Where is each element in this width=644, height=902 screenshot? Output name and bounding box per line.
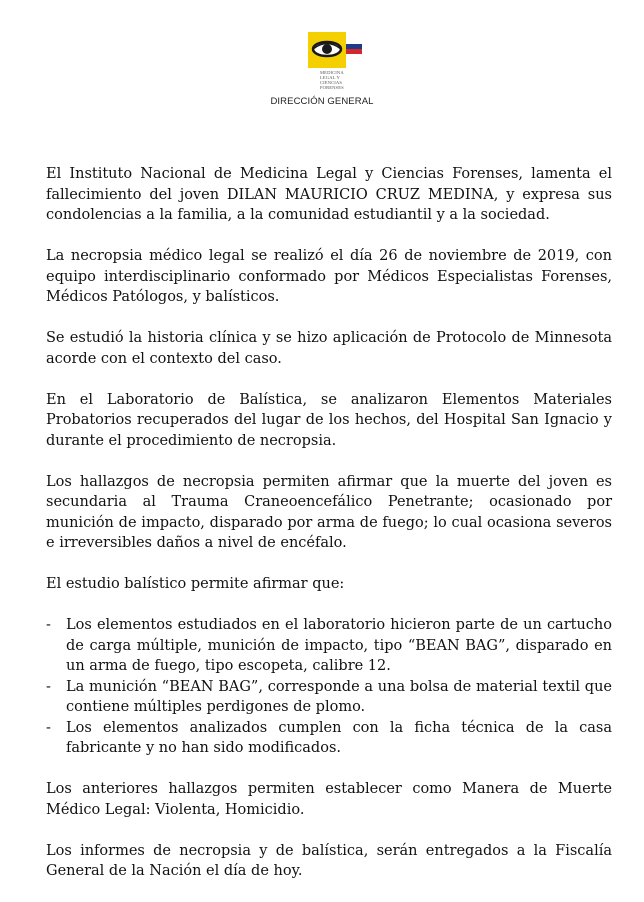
eye-emblem-icon xyxy=(306,30,364,70)
list-item xyxy=(46,718,612,759)
list-item xyxy=(46,677,612,718)
logo-text xyxy=(320,70,364,90)
list-item-text: La munición “BEAN BAG”, corresponde a una bolsa de material textil que contiene múltiples perdigones de plomo. xyxy=(66,678,612,715)
bullet-marker: - xyxy=(46,719,51,736)
paragraph-manner-of-death: Los anteriores hallazgos permiten establecer como Manera de Muerte Médico Legal: Violenta, Homicidio. xyxy=(46,781,612,818)
institution-logo xyxy=(306,30,364,94)
logo-text-line: CIENCIAS xyxy=(320,80,342,86)
list-item-text: Los elementos estudiados en el laboratorio hicieron parte de un cartucho de carga múltiple, munición de impacto, tipo “BEAN BAG”, disparado en un arma de fuego, tipo escopeta, calibre 12. xyxy=(66,617,612,674)
statement-body xyxy=(46,164,612,902)
bullet-marker: - xyxy=(46,617,51,633)
bullet-marker: - xyxy=(46,678,51,695)
paragraph-condolences: El Instituto Nacional de Medicina Legal y Ciencias Forenses, lamenta el fallecimiento del joven DILAN MAURICIO CRUZ MEDINA, y expresa sus condolencias a la familia, a la comunidad estudiantil y a la sociedad. xyxy=(46,166,612,223)
paragraph-protocol: Se estudió la historia clínica y se hizo aplicación de Protocolo de Minnesota acorde con el contexto del caso. xyxy=(46,330,612,367)
department-heading: DIRECCIÓN GENERAL xyxy=(270,96,374,107)
list-item-text: Los elementos analizados cumplen con la ficha técnica de la casa fabricante y no han sido modificados. xyxy=(66,719,612,756)
ballistic-findings-list xyxy=(46,615,612,759)
logo-text-line: FORENSES xyxy=(320,85,344,91)
paragraph-ballistic-intro: El estudio balístico permite afirmar que: xyxy=(46,576,345,592)
paragraph-necropsy-date: La necropsia médico legal se realizó el día 26 de noviembre de 2019, con equipo interdisciplinario conformado por Médicos Especialistas Forenses, Médicos Patólogos, y balísticos. xyxy=(46,248,612,305)
paragraph-ballistics-lab: En el Laboratorio de Balística, se analizaron Elementos Materiales Probatorios recuperados del lugar de los hechos, del Hospital San Ignacio y durante el procedimiento de necropsia. xyxy=(46,391,612,449)
paragraph-reports-delivery: Los informes de necropsia y de balística, serán entregados a la Fiscalía General de la Nación el día de hoy. xyxy=(46,842,612,879)
list-item xyxy=(46,615,612,677)
logo-text-line: MEDICINA xyxy=(320,70,344,75)
paragraph-findings: Los hallazgos de necropsia permiten afirmar que la muerte del joven es secundaria al Trauma Craneoencefálico Penetrante; ocasionado por munición de impacto, disparado por arma de fuego; lo cual ocasiona severos e irreversibles daños a nivel de encéfalo. xyxy=(46,473,612,551)
logo-text-line: LEGAL Y xyxy=(320,75,340,81)
